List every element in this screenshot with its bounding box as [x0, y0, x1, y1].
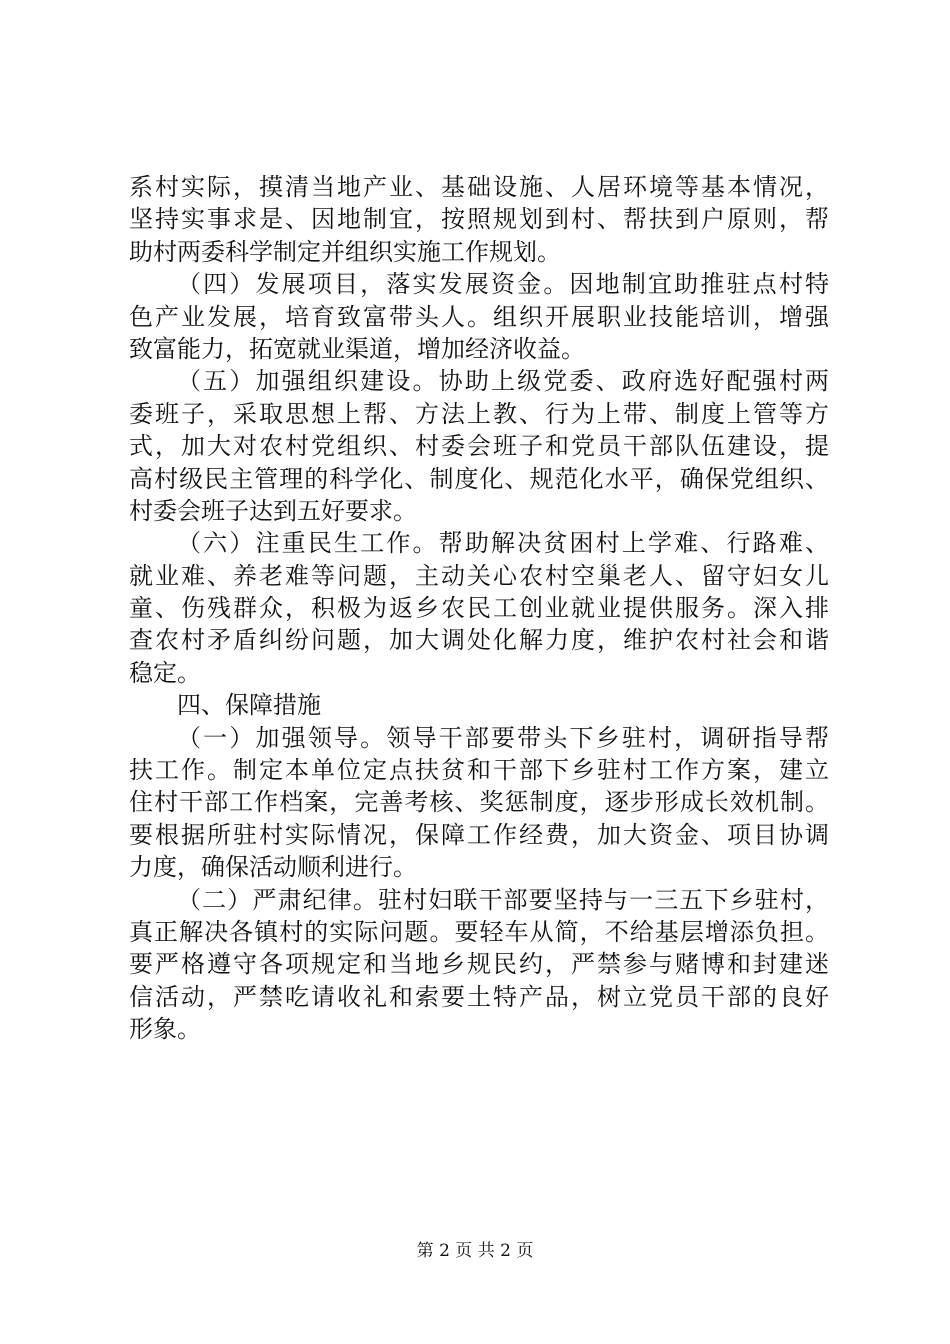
text-line: 要严格遵守各项规定和当地乡规民约，严禁参与赌博和封建迷	[129, 950, 829, 979]
text-line: （六）注重民生工作。帮助解决贫困村上学难、行路难、	[177, 529, 829, 558]
text-line: 查农村矛盾纠纷问题，加大调处化解力度，维护农村社会和谐	[129, 626, 829, 655]
text-line: 信活动，严禁吃请收礼和索要土特产品，树立党员干部的良好	[129, 982, 829, 1011]
text-line: （四）发展项目，落实发展资金。因地制宜助推驻点村特	[177, 270, 829, 299]
text-line: 真正解决各镇村的实际问题。要轻车从简，不给基层增添负担。	[129, 917, 829, 946]
text-line: 住村干部工作档案，完善考核、奖惩制度，逐步形成长效机制。	[129, 788, 829, 817]
text-line: 形象。	[129, 1015, 201, 1044]
text-line: 致富能力，拓宽就业渠道，增加经济收益。	[129, 334, 585, 363]
text-line: 助村两委科学制定并组织实施工作规划。	[129, 237, 561, 266]
text-line: 力度，确保活动顺利进行。	[129, 853, 417, 882]
text-line: 式，加大对农村党组织、村委会班子和党员干部队伍建设，提	[129, 432, 829, 461]
text-line: 委班子，采取思想上帮、方法上教、行为上带、制度上管等方	[129, 399, 829, 428]
text-line: 要根据所驻村实际情况，保障工作经费，加大资金、项目协调	[129, 820, 829, 849]
text-line: 系村实际，摸清当地产业、基础设施、人居环境等基本情况，	[129, 173, 829, 201]
text-line: 村委会班子达到五好要求。	[129, 496, 417, 525]
text-line: 就业难、养老难等问题，主动关心农村空巢老人、留守妇女儿	[129, 561, 829, 590]
text-line: （五）加强组织建设。协助上级党委、政府选好配强村两	[177, 367, 829, 396]
text-line: 稳定。	[129, 658, 201, 687]
text-line: 四、保障措施	[177, 691, 321, 720]
page-footer: 第 2 页 共 2 页	[416, 1241, 534, 1261]
text-line: （二）严肃纪律。驻村妇联干部要坚持与一三五下乡驻村，	[177, 885, 829, 914]
text-line: 扶工作。制定本单位定点扶贫和干部下乡驻村工作方案，建立	[129, 756, 829, 785]
text-line: 坚持实事求是、因地制宜，按照规划到村、帮扶到户原则，帮	[129, 205, 829, 234]
text-line: 童、伤残群众，积极为返乡农民工创业就业提供服务。深入排	[129, 594, 829, 623]
text-line: 高村级民主管理的科学化、制度化、规范化水平，确保党组织、	[129, 464, 829, 493]
text-line: 色产业发展，培育致富带头人。组织开展职业技能培训，增强	[129, 302, 829, 331]
document-body	[129, 171, 829, 1046]
text-line: （一）加强领导。领导干部要带头下乡驻村，调研指导帮	[177, 723, 829, 752]
